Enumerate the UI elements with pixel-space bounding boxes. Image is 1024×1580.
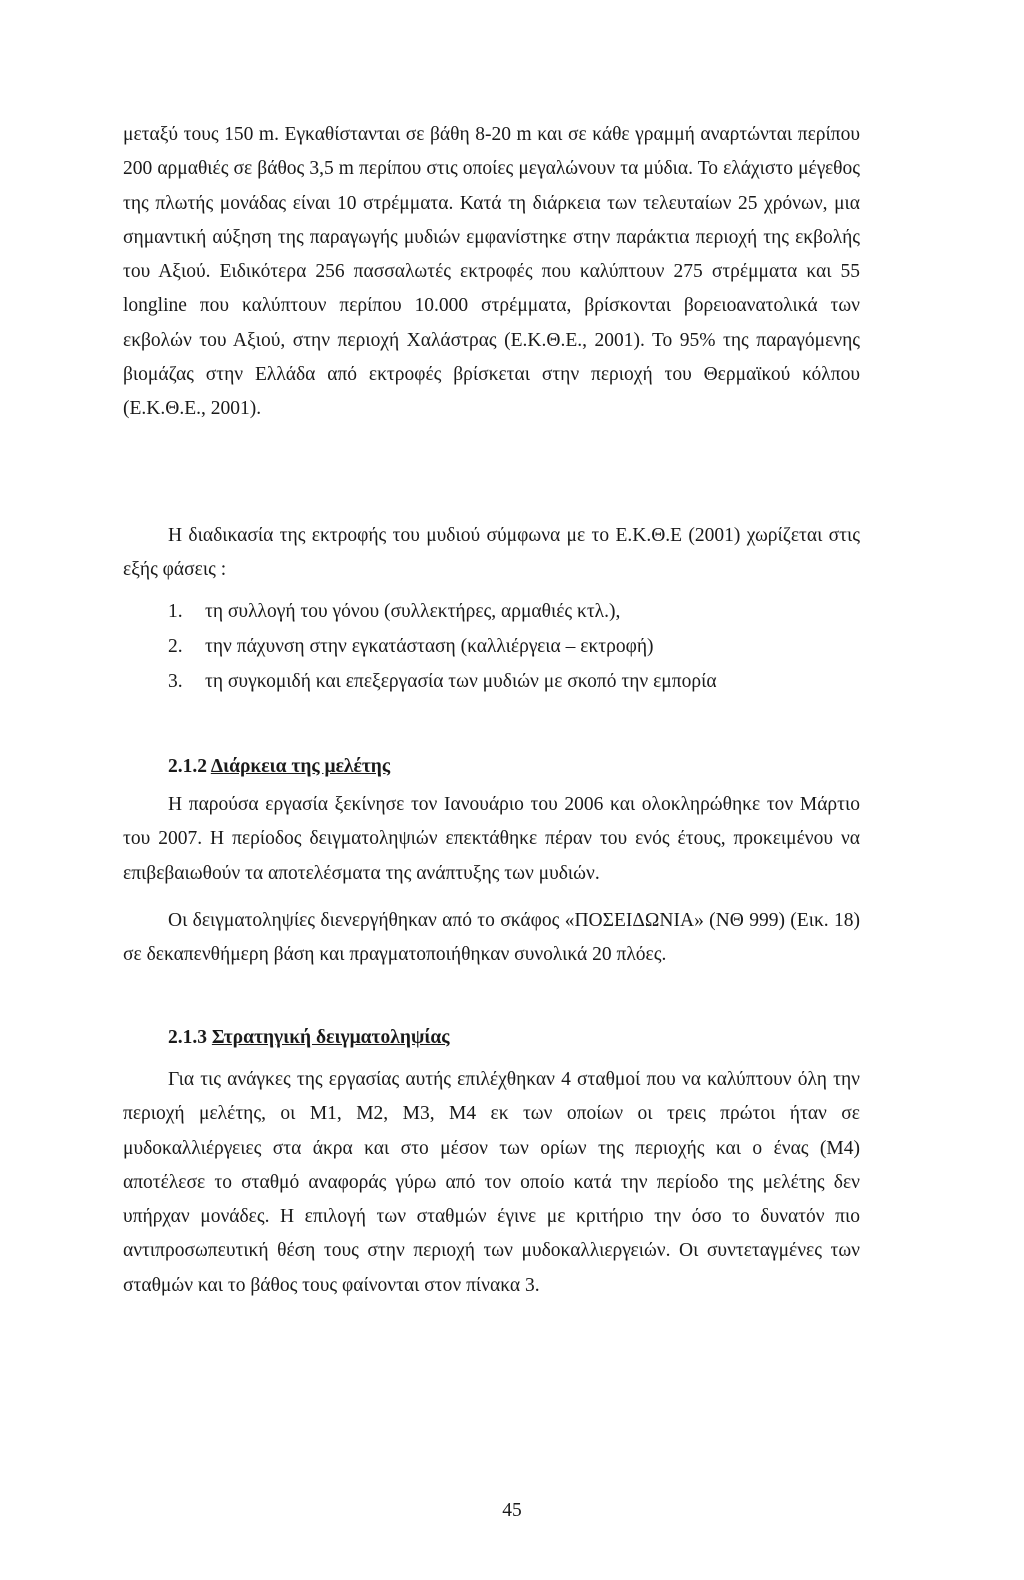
list-item-text: τη συλλογή του γόνου (συλλεκτήρες, αρμαθιές κτλ.), [205, 601, 621, 622]
paragraph-sampling-stations: Για τις ανάγκες της εργασίας αυτής επιλέχθηκαν 4 σταθμοί που να καλύπτουν όλη την περιοχή μελέτης, οι Μ1, Μ2, Μ3, Μ4 εκ των οποίων οι τρεις πρώτοι ήταν σε μυδοκαλλιέργειες στα άκρα και στο μέσον των ορίων της περιοχής και ο ένας (Μ4) αποτέλεσε το σταθμό αναφοράς γύρω από τον οποίο κατά την περίοδο της μελέτης δεν υπήρχαν μονάδες. Η επιλογή των σταθμών έγινε με κριτήριο την όσο το δυνατόν πιο αντιπροσωπευτική θέση τους στην περιοχή των μυδοκαλλιεργειών. Οι συντεταγμένες των σταθμών και το βάθος τους φαίνονται στον πίνακα 3. [123, 1069, 860, 1296]
page-number: 45 [502, 1500, 522, 1521]
list-item [168, 594, 868, 629]
list-item-text: την πάχυνση στην εγκατάσταση (καλλιέργεια – εκτροφή) [205, 636, 654, 657]
list-item-number: 1. [168, 601, 183, 622]
list-item [168, 629, 868, 664]
list-item-text: τη συγκομιδή και επεξεργασία των μυδιών με σκοπό την εμπορία [205, 671, 717, 692]
section-heading-strategy [168, 1027, 868, 1049]
section-number: 2.1.2 [168, 756, 207, 777]
section-title: Στρατηγική δειγματοληψίας [211, 1027, 450, 1048]
section-heading-duration [168, 756, 868, 778]
paragraph-sampling-vessel: Οι δειγματοληψίες διενεργήθηκαν από το σκάφος «ΠΟΣΕΙΔΩΝΙΑ» (ΝΘ 999) (Εικ. 18) σε δεκαπενθήμερη βάση και πραγματοποιήθηκαν συνολικά 20 πλόες. [123, 910, 860, 966]
phases-list [168, 594, 868, 699]
list-item-number: 2. [168, 636, 183, 657]
paragraph-mussel-farming: μεταξύ τους 150 m. Εγκαθίστανται σε βάθη 8-20 m και σε κάθε γραμμή αναρτώνται περίπου 200 αρμαθιές σε βάθος 3,5 m περίπου στις οποίες μεγαλώνουν τα μύδια. Το ελάχιστο μέγεθος της πλωτής μονάδας είναι 10 στρέμματα. Κατά τη διάρκεια των τελευταίων 25 χρόνων, μια σημαντική αύξηση της παραγωγής μυδιών εμφανίστηκε στην παράκτια περιοχή της εκβολής του Αξιού. Ειδικότερα 256 πασσαλωτές εκτροφές που καλύπτουν 275 στρέμματα και 55 longline που καλύπτουν περίπου 10.000 στρέμματα, βρίσκονται βορειοανατολικά των εκβολών του Αξιού, στην περιοχή Χαλάστρας (Ε.Κ.Θ.Ε., 2001). Το 95% της παραγόμενης βιομάζας στην Ελλάδα από εκτροφές βρίσκεται στην περιοχή του Θερμαϊκού κόλπου (Ε.Κ.Θ.Ε., 2001). [123, 124, 860, 420]
paragraph-process-intro: Η διαδικασία της εκτροφής του μυδιού σύμφωνα με το Ε.Κ.Θ.Ε (2001) χωρίζεται στις εξής φάσεις : [123, 525, 860, 581]
section-number: 2.1.3 [168, 1027, 207, 1048]
section-title: Διάρκεια της μελέτης [210, 756, 391, 777]
paragraph-study-duration: Η παρούσα εργασία ξεκίνησε τον Ιανουάριο του 2006 και ολοκληρώθηκε τον Μάρτιο του 2007. Η περίοδος δειγματοληψιών επεκτάθηκε πέραν του ενός έτους, προκειμένου να επιβεβαιωθούν τα αποτελέσματα της ανάπτυξης των μυδιών. [123, 794, 860, 884]
list-item [168, 664, 868, 699]
list-item-number: 3. [168, 671, 183, 692]
